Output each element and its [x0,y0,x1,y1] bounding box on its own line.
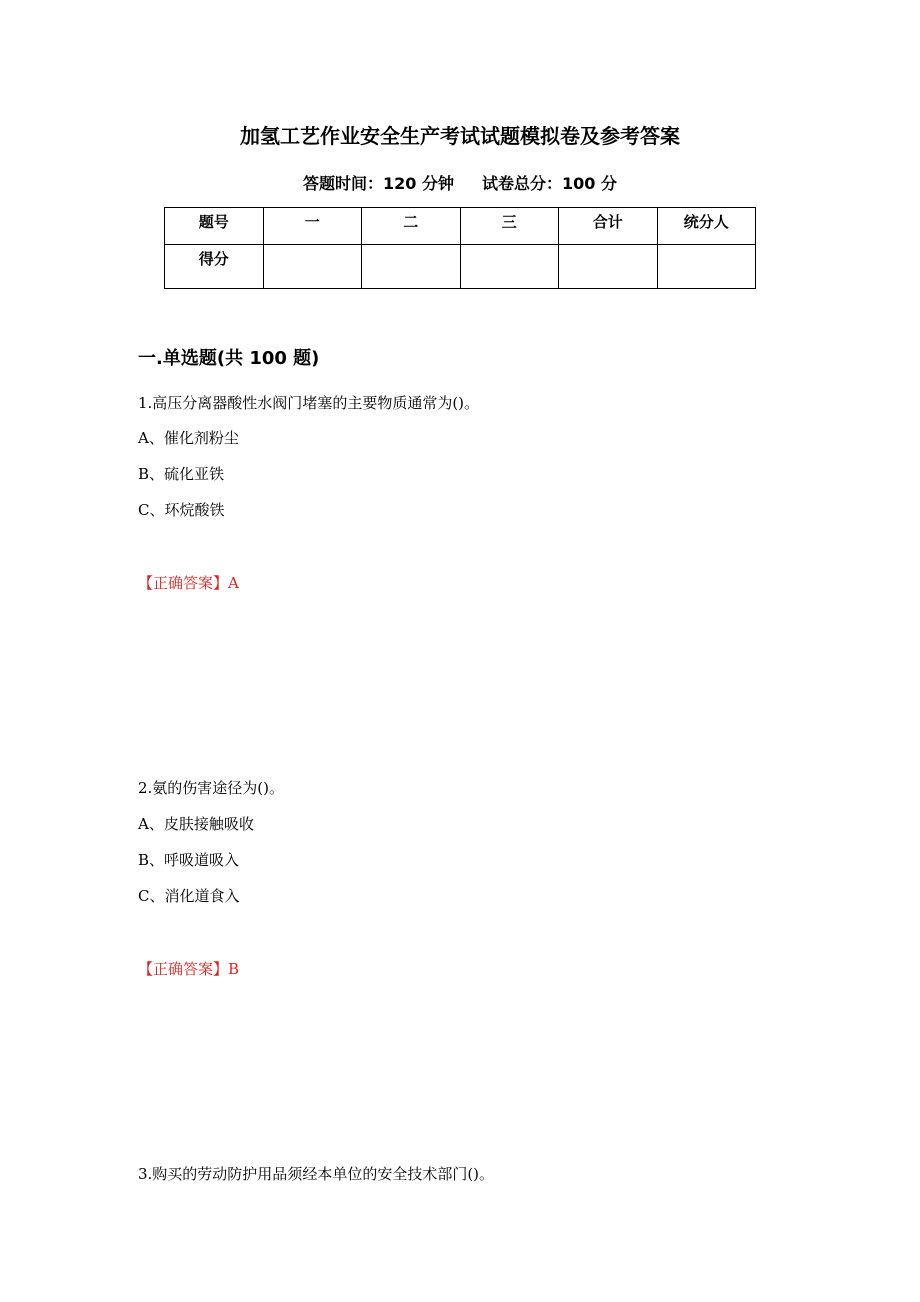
question-option: C、消化道食入 [138,887,240,905]
exam-total-score: 试卷总分：100 分 [482,174,617,193]
score-header-cell: 三 [460,208,559,245]
exam-meta [0,173,920,195]
question-stem: 2.氨的伤害途径为()。 [138,779,285,797]
score-header-cell: 统分人 [657,208,756,245]
question-option: A、催化剂粉尘 [138,429,239,447]
correct-answer: 【正确答案】B [138,960,240,978]
score-cell [460,245,559,289]
score-table-score-row [165,245,756,289]
score-cell [559,245,658,289]
question-option: B、硫化亚铁 [138,465,225,483]
score-cell [657,245,756,289]
document-title: 加氢工艺作业安全生产考试试题模拟卷及参考答案 [240,124,680,148]
question-option: C、环烷酸铁 [138,501,225,519]
score-cell [362,245,461,289]
question-stem: 3.购买的劳动防护用品须经本单位的安全技术部门()。 [138,1165,495,1183]
score-header-cell: 题号 [165,208,264,245]
score-header-cell: 一 [263,208,362,245]
exam-time: 答题时间：120 分钟 [303,174,454,193]
score-table-header-row [165,208,756,245]
section-title: 一.单选题(共 100 题) [138,348,320,369]
score-row-label: 得分 [165,245,264,289]
question-option: B、呼吸道吸入 [138,851,240,869]
score-table [164,207,756,289]
question-stem: 1.高压分离器酸性水阀门堵塞的主要物质通常为()。 [138,394,480,412]
score-header-cell: 二 [362,208,461,245]
score-header-cell: 合计 [559,208,658,245]
question-option: A、皮肤接触吸收 [138,815,254,833]
score-cell [263,245,362,289]
correct-answer: 【正确答案】A [138,574,239,592]
